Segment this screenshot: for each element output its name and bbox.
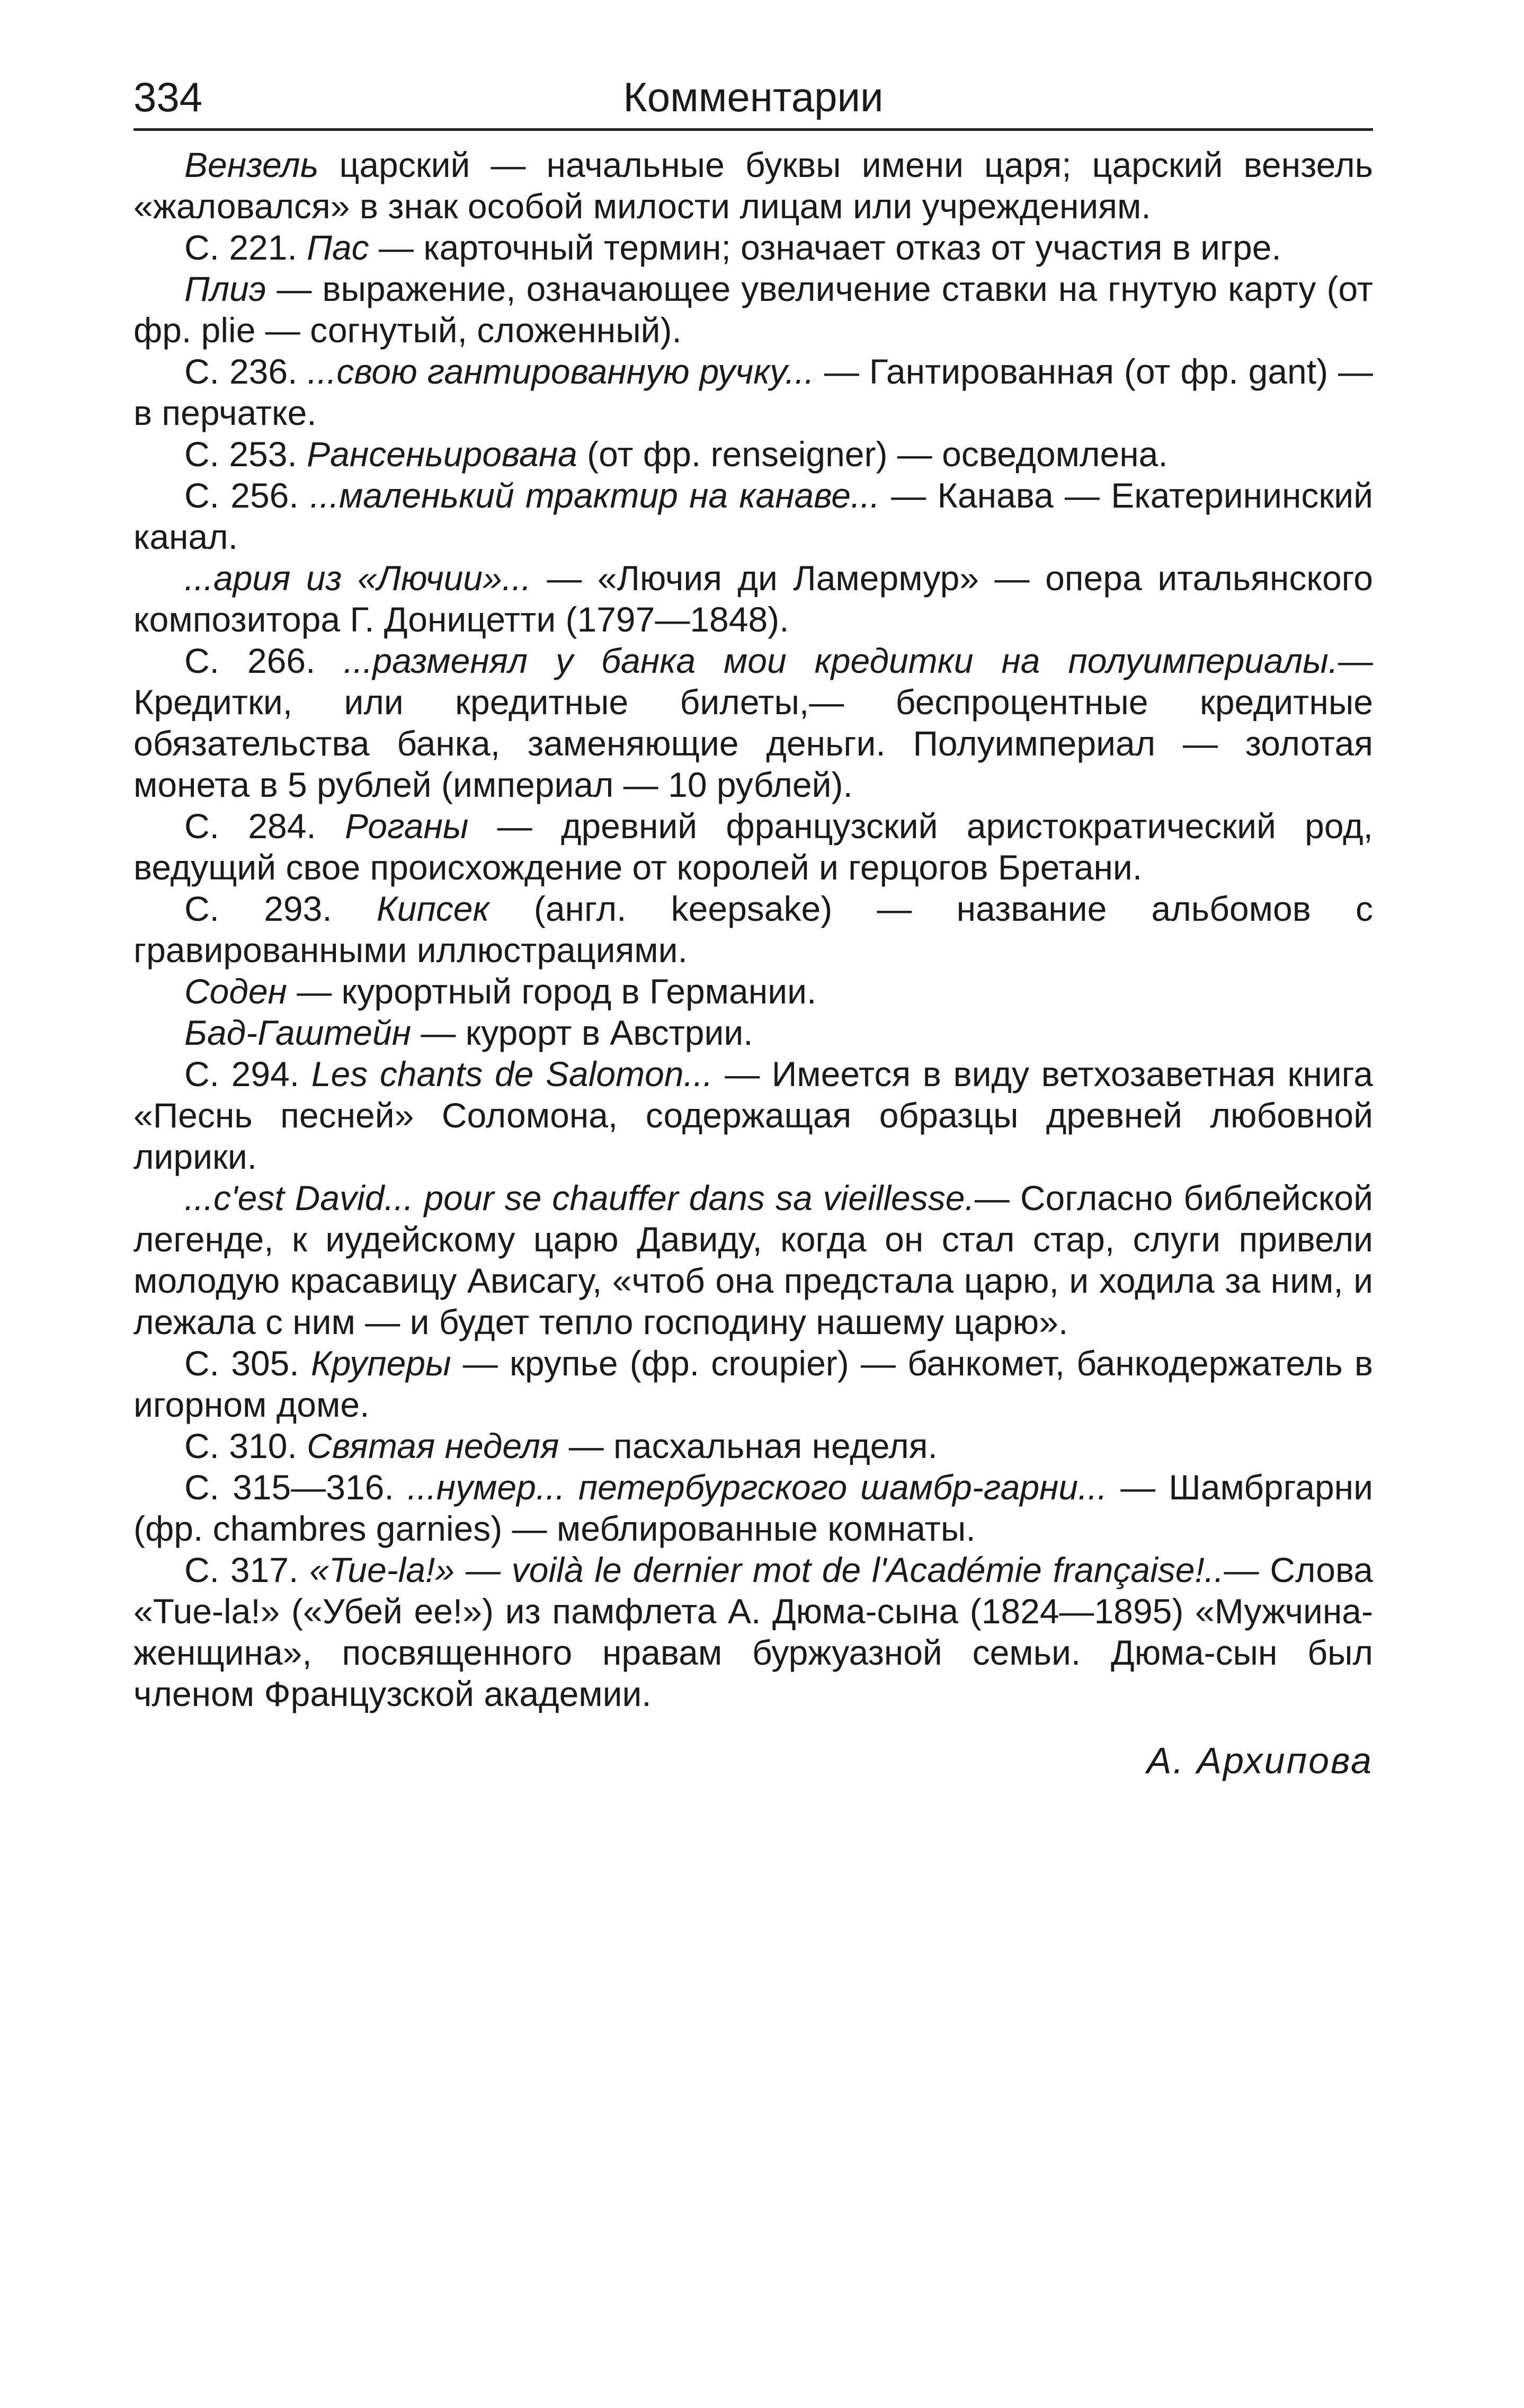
entry-page-ref: С. 221. (184, 228, 307, 267)
entry-explanation: — Гантированная (от фр. gant) — в перчатке. (133, 352, 1373, 432)
entry-explanation: — Слова «Tue-la!» («Убей ее!») из памфлета А. Дюма-сына (1824—1895) «Мужчина-женщина», посвященного нравам буржуазной семьи. Дюма-сын был членом Французской академии. (133, 1550, 1373, 1713)
entry-headword: Рансеньирована (307, 434, 577, 474)
entry-headword: Плиэ (184, 269, 266, 308)
commentary-entry (133, 640, 1373, 805)
entry-page-ref: С. 315—316. (184, 1468, 407, 1507)
commentary-entry (133, 1467, 1373, 1549)
commentary-entry (133, 888, 1373, 971)
commentary-entry (133, 268, 1373, 351)
entry-headword: Роганы (345, 806, 469, 846)
entry-explanation: — Имеется в виду ветхозаветная книга «Песнь песней» Соломона, содержащая образцы древней любовной лирики. (133, 1054, 1373, 1176)
entry-headword: Кипсек (376, 889, 489, 928)
commentary-entry (133, 971, 1373, 1012)
author-signature: А. Архипова (1146, 1740, 1373, 1781)
entry-explanation: — Шамбргарни (фр. chambres garnies) — меблированные комнаты. (133, 1468, 1373, 1548)
entry-headword: Вензель (184, 145, 319, 184)
entry-headword: ...нумер... петербургского шамбр-гарни... (407, 1468, 1108, 1507)
entry-headword: ...c'est David... pour se chauffer dans sa vieillesse. (184, 1178, 975, 1218)
entry-headword: ...маленький трактир на канаве... (309, 476, 880, 515)
entry-explanation: — выражение, означающее увеличение ставки на гнутую карту (от фр. plie — согнутый, сложенный). (133, 269, 1373, 350)
entry-headword: Пас (307, 228, 369, 267)
commentary-entry (133, 1053, 1373, 1177)
commentary-entry (133, 1012, 1373, 1053)
entry-page-ref: С. 266. (184, 641, 344, 680)
entry-explanation: — пасхальная неделя. (559, 1426, 938, 1465)
commentary-entry (133, 144, 1373, 227)
entry-explanation: — крупье (фр. croupier) — банкомет, банкодержатель в игорном доме. (133, 1344, 1373, 1424)
entry-explanation: — древний французский аристократический род, ведущий свое происхождение от королей и герцогов Бретани. (133, 806, 1373, 887)
entry-headword: Круперы (310, 1344, 451, 1383)
entry-headword: Соден (184, 972, 287, 1011)
commentary-entry (133, 351, 1373, 433)
entry-headword: Бад-Гаштейн (184, 1013, 412, 1052)
entry-headword: «Tue-la!» — voilà le dernier mot de l'Académie française!.. (309, 1550, 1224, 1589)
commentary-entry (133, 557, 1373, 640)
entry-explanation: (англ. keepsake) — название альбомов с гравированными иллюстрациями. (133, 889, 1373, 970)
entry-explanation: (от фр. renseigner) — осведомлена. (577, 434, 1168, 474)
entry-page-ref: С. 305. (184, 1344, 311, 1383)
commentary-entry (133, 475, 1373, 557)
commentary-text (133, 144, 1373, 1714)
entry-page-ref: С. 256. (184, 476, 310, 515)
entry-explanation: — курорт в Австрии. (411, 1013, 753, 1052)
commentary-entry (133, 433, 1373, 475)
entry-explanation: — Согласно библейской легенде, к иудейскому царю Давиду, когда он стал стар, слуги привели молодую красавицу Ависагу, «чтоб она предстала царю, и ходила за ним, и лежала с ним — и будет тепло господину нашему царю». (133, 1178, 1373, 1341)
entry-explanation: — Кредитки, или кредитные билеты,— беспроцентные кредитные обязательства банка, заменяющие деньги. Полуимпериал — золотая монета в 5 рублей (империал — 10 рублей). (133, 641, 1373, 804)
commentary-entry (133, 1549, 1373, 1714)
commentary-entry (133, 1425, 1373, 1467)
page-header (133, 69, 1373, 131)
entry-explanation: — курортный город в Германии. (287, 972, 817, 1011)
entry-page-ref: С. 294. (184, 1054, 311, 1094)
entry-headword: ...свою гантированную ручку... (307, 352, 814, 391)
entry-explanation: царский — начальные буквы имени царя; царский вензель «жаловался» в знак особой милости лицам или учреждениям. (133, 145, 1373, 226)
entry-explanation: — Канава — Екатерининский канал. (133, 476, 1373, 556)
commentary-entry (133, 227, 1373, 268)
running-head: Комментарии (623, 74, 884, 120)
entry-headword: ...ария из «Лючии»... (184, 558, 531, 598)
entry-explanation: — «Лючия ди Ламермур» — опера итальянского композитора Г. Доницетти (1797—1848). (133, 558, 1374, 639)
entry-page-ref: С. 284. (184, 806, 345, 846)
entry-explanation: — карточный термин; означает отказ от участия в игре. (369, 228, 1281, 267)
entry-page-ref: С. 253. (184, 434, 307, 474)
commentary-entry (133, 1343, 1373, 1425)
entry-page-ref: С. 310. (184, 1426, 307, 1465)
commentary-entry (133, 805, 1373, 888)
commentary-entry (133, 1177, 1373, 1343)
entry-page-ref: С. 293. (184, 889, 377, 928)
entry-page-ref: С. 236. (184, 352, 308, 391)
entry-page-ref: С. 317. (184, 1550, 310, 1589)
entry-headword: ...разменял у банка мои кредитки на полуимпериалы. (343, 641, 1338, 680)
page-number: 334 (133, 74, 203, 120)
entry-headword: Les chants de Salomon... (311, 1054, 713, 1094)
entry-headword: Святая неделя (307, 1426, 559, 1465)
